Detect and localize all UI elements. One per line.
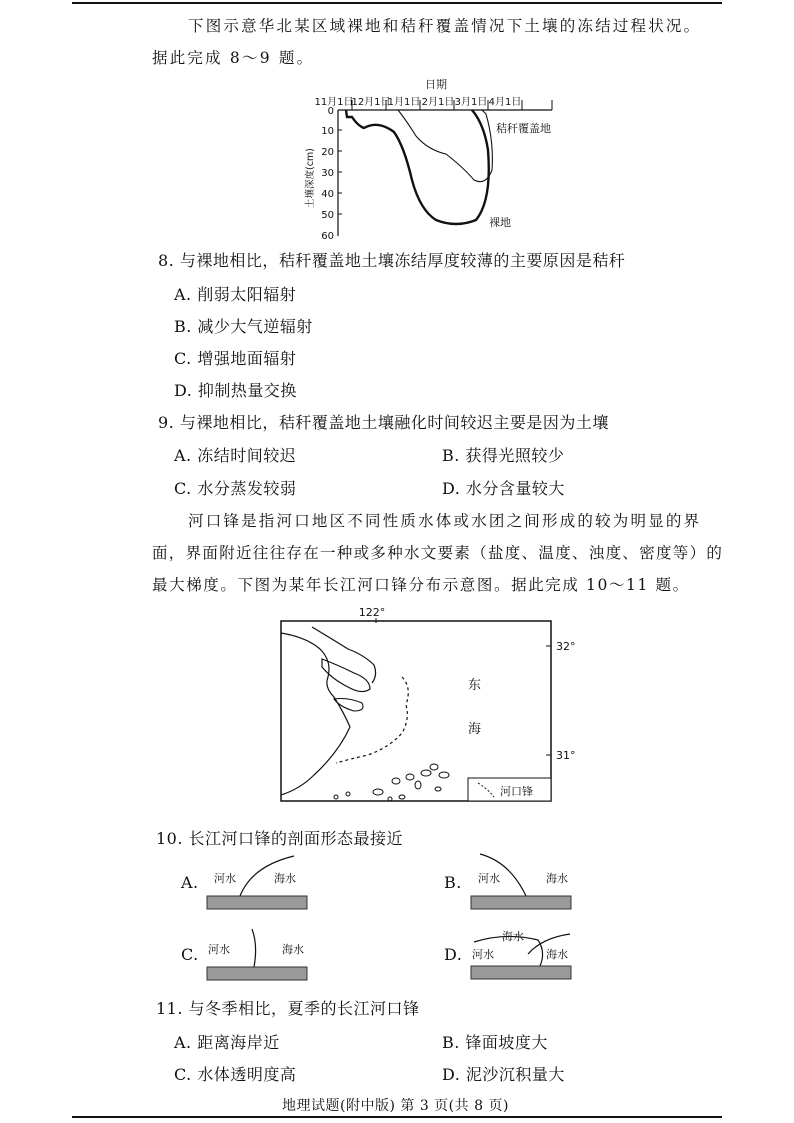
estuary-front-map bbox=[278, 603, 580, 807]
river-water-label: 河水 bbox=[478, 872, 500, 885]
question-8-option-c: C. 增强地面辐射 bbox=[174, 349, 297, 368]
bare-soil-curve bbox=[346, 110, 489, 224]
offshore-islands bbox=[334, 764, 449, 801]
seabed bbox=[471, 896, 571, 909]
y-tick-label: 30 bbox=[321, 168, 334, 179]
question-11-option-c: C. 水体透明度高 bbox=[174, 1065, 297, 1084]
question-9-option-c: C. 水分蒸发较弱 bbox=[174, 479, 297, 498]
x-tick-label: 12月1日 bbox=[351, 97, 391, 108]
y-axis-label: 土壤深度(cm) bbox=[305, 148, 316, 208]
chongming-island bbox=[322, 659, 370, 692]
question-8-stem: 8. 与裸地相比，秸秆覆盖地土壤冻结厚度较薄的主要原因是秸秆 bbox=[158, 251, 626, 270]
question-10-option-a-letter: A. bbox=[181, 873, 199, 892]
river-water-label: 河水 bbox=[472, 948, 494, 961]
intro-2-line-3: 最大梯度。下图为某年长江河口锋分布示意图。据此完成 10～11 题。 bbox=[152, 576, 690, 594]
coastline bbox=[281, 633, 350, 795]
sea-water-label: 海水 bbox=[282, 943, 304, 956]
east-sea-label-2: 海 bbox=[468, 722, 482, 737]
question-9-option-a: A. 冻结时间较迟 bbox=[174, 446, 297, 465]
x-axis-title: 日期 bbox=[425, 78, 447, 91]
x-tick-label: 2月1日 bbox=[421, 97, 455, 108]
sea-water-label: 海水 bbox=[274, 872, 296, 885]
x-tick-label: 3月1日 bbox=[454, 97, 488, 108]
intro-2-line-2: 面，界面附近往往存在一种或多种水文要素（盐度、温度、浊度、密度等）的 bbox=[152, 544, 724, 562]
y-tick-label: 10 bbox=[321, 126, 334, 137]
question-9-option-b: B. 获得光照较少 bbox=[442, 446, 565, 465]
y-tick-label: 0 bbox=[327, 106, 334, 117]
question-10-option-c-diagram bbox=[202, 925, 312, 985]
sea-water-label: 海水 bbox=[546, 948, 568, 961]
question-11-stem: 11. 与冬季相比，夏季的长江河口锋 bbox=[156, 999, 420, 1018]
question-11-option-a: A. 距离海岸近 bbox=[174, 1033, 280, 1052]
legend-label: 河口锋 bbox=[500, 785, 533, 798]
question-10-stem: 10. 长江河口锋的剖面形态最接近 bbox=[156, 829, 404, 848]
seabed bbox=[471, 966, 571, 979]
intro-1-line-1: 下图示意华北某区域裸地和秸秆覆盖情况下土壤的冻结过程状况。 bbox=[188, 17, 702, 35]
y-tick-label: 60 bbox=[321, 231, 334, 242]
intro-1-line-2: 据此完成 8～9 题。 bbox=[152, 49, 315, 67]
latitude-top-label: 32° bbox=[556, 640, 576, 653]
seabed bbox=[207, 896, 307, 909]
sea-water-label: 海水 bbox=[546, 872, 568, 885]
question-10-option-b-diagram bbox=[466, 850, 576, 914]
bottom-divider bbox=[72, 1116, 722, 1118]
map-frame bbox=[281, 621, 551, 801]
longitude-label: 122° bbox=[358, 606, 386, 619]
page-footer: 地理试题(附中版) 第 3 页(共 8 页) bbox=[282, 1098, 509, 1114]
question-8-option-b: B. 减少大气逆辐射 bbox=[174, 317, 313, 336]
question-9-option-d: D. 水分含量较大 bbox=[442, 479, 565, 498]
north-bank bbox=[312, 627, 376, 683]
question-8-option-a: A. 削弱太阳辐射 bbox=[174, 285, 297, 304]
straw-covered-label: 秸秆覆盖地 bbox=[496, 122, 551, 135]
y-tick-label: 20 bbox=[321, 147, 334, 158]
river-water-label: 河水 bbox=[214, 872, 236, 885]
question-10-option-c-letter: C. bbox=[181, 945, 199, 964]
x-tick-label: 4月1日 bbox=[488, 97, 522, 108]
latitude-bottom-label: 31° bbox=[556, 749, 576, 762]
question-10-option-d-letter: D. bbox=[444, 945, 463, 964]
bare-soil-label: 裸地 bbox=[489, 216, 511, 229]
question-11-option-b: B. 锋面坡度大 bbox=[442, 1033, 548, 1052]
east-sea-label-1: 东 bbox=[468, 678, 482, 693]
front-interface bbox=[252, 929, 256, 967]
x-tick-label: 1月1日 bbox=[387, 97, 421, 108]
x-tick-label: 11月1日 bbox=[314, 97, 354, 108]
question-10-option-d-diagram bbox=[466, 920, 576, 984]
question-11-option-d: D. 泥沙沉积量大 bbox=[442, 1065, 565, 1084]
y-tick-label: 50 bbox=[321, 210, 334, 221]
seabed bbox=[207, 967, 307, 980]
question-10-option-b-letter: B. bbox=[444, 873, 462, 892]
y-tick-label: 40 bbox=[321, 189, 334, 200]
sea-water-top-label: 海水 bbox=[502, 930, 524, 943]
question-8-option-d: D. 抑制热量交换 bbox=[174, 381, 297, 400]
river-water-label: 河水 bbox=[208, 943, 230, 956]
question-9-stem: 9. 与裸地相比，秸秆覆盖地土壤融化时间较迟主要是因为土壤 bbox=[158, 413, 609, 432]
question-10-option-a-diagram bbox=[202, 850, 312, 914]
soil-freezing-figure bbox=[296, 74, 586, 246]
intro-2-line-1: 河口锋是指河口地区不同性质水体或水团之间形成的较为明显的界 bbox=[188, 512, 702, 530]
top-divider bbox=[72, 2, 722, 4]
